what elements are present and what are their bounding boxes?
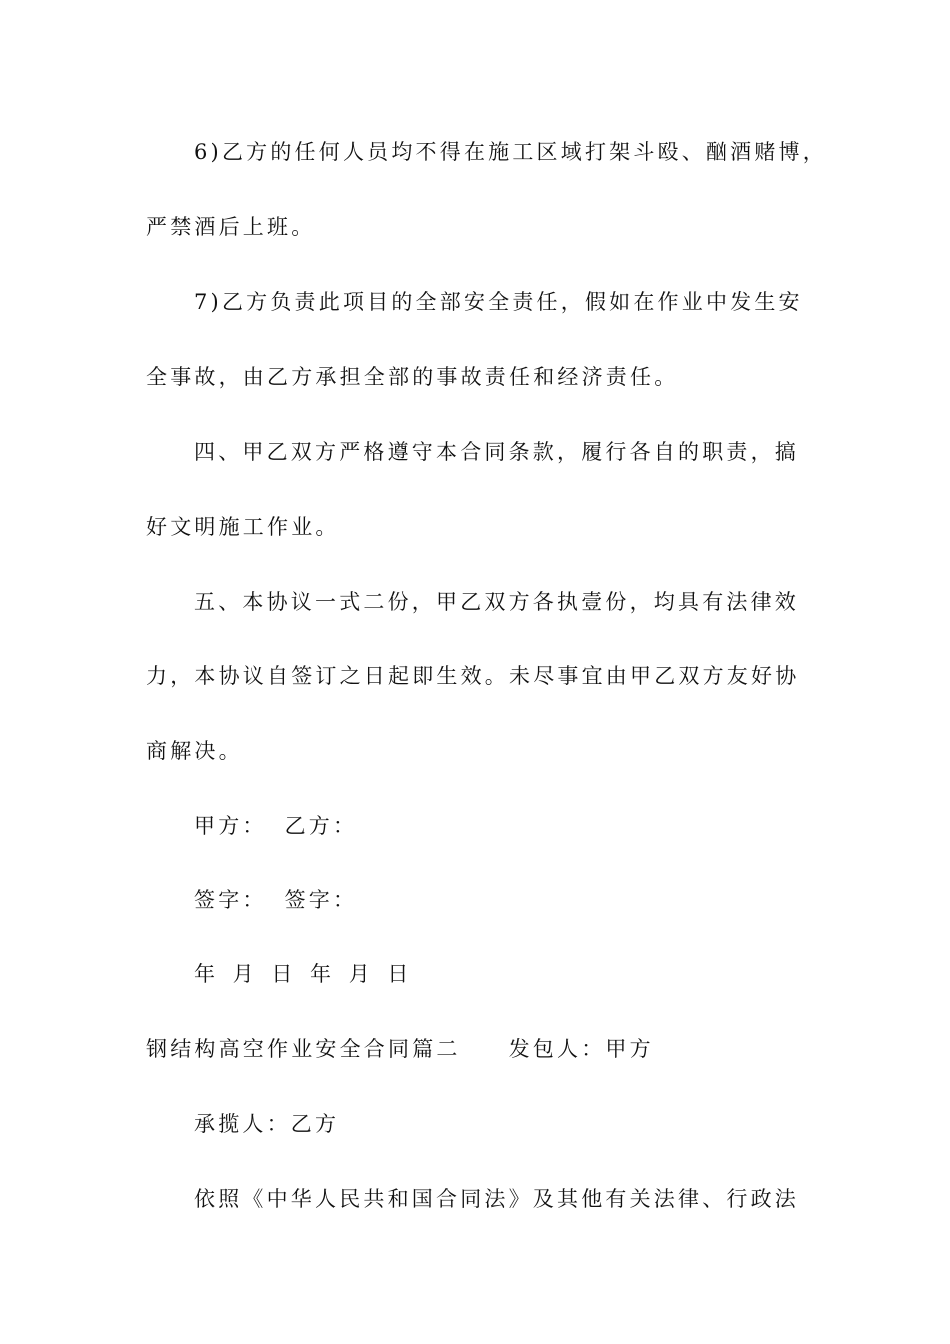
paragraph-five-line-1: 五、本协议一式二份，甲乙双方各执壹份，均具有法律效 [194, 590, 799, 614]
paragraph-6-line-2: 严禁酒后上班。 [146, 215, 316, 239]
party-a-label: 甲方： [194, 814, 267, 838]
contractor-label: 承揽人：乙方 [194, 1112, 340, 1136]
paragraph-four-line-1: 四、甲乙双方严格遵守本合同条款，履行各自的职责，搞 [194, 440, 799, 464]
signature-labels [194, 886, 357, 914]
sign-b-label: 签字： [284, 888, 358, 912]
section-two-opening-line: 依照《中华人民共和国合同法》及其他有关法律、行政法 [194, 1187, 799, 1211]
party-b-label: 乙方： [284, 814, 358, 838]
section-two-title: 钢结构高空作业安全合同篇二 [146, 1037, 461, 1061]
employer-label: 发包人：甲方 [508, 1037, 654, 1061]
sign-a-label: 签字： [194, 888, 267, 912]
party-labels [194, 812, 357, 840]
paragraph-7-line-2: 全事故，由乙方承担全部的事故责任和经济责任。 [146, 365, 679, 389]
paragraph-7-line-1: 7)乙方负责此项目的全部安全责任，假如在作业中发生安 [194, 290, 803, 314]
section-two-heading-line [146, 1035, 654, 1063]
paragraph-four-line-2: 好文明施工作业。 [146, 515, 340, 539]
paragraph-6-line-1: 6)乙方的任何人员均不得在施工区域打架斗殴、酗酒赌博， [194, 140, 827, 164]
date-line: 年 月 日 年 月 日 [194, 962, 414, 986]
paragraph-five-line-3: 商解决。 [146, 739, 243, 763]
paragraph-five-line-2: 力，本协议自签订之日起即生效。未尽事宜由甲乙双方友好协 [146, 664, 800, 688]
